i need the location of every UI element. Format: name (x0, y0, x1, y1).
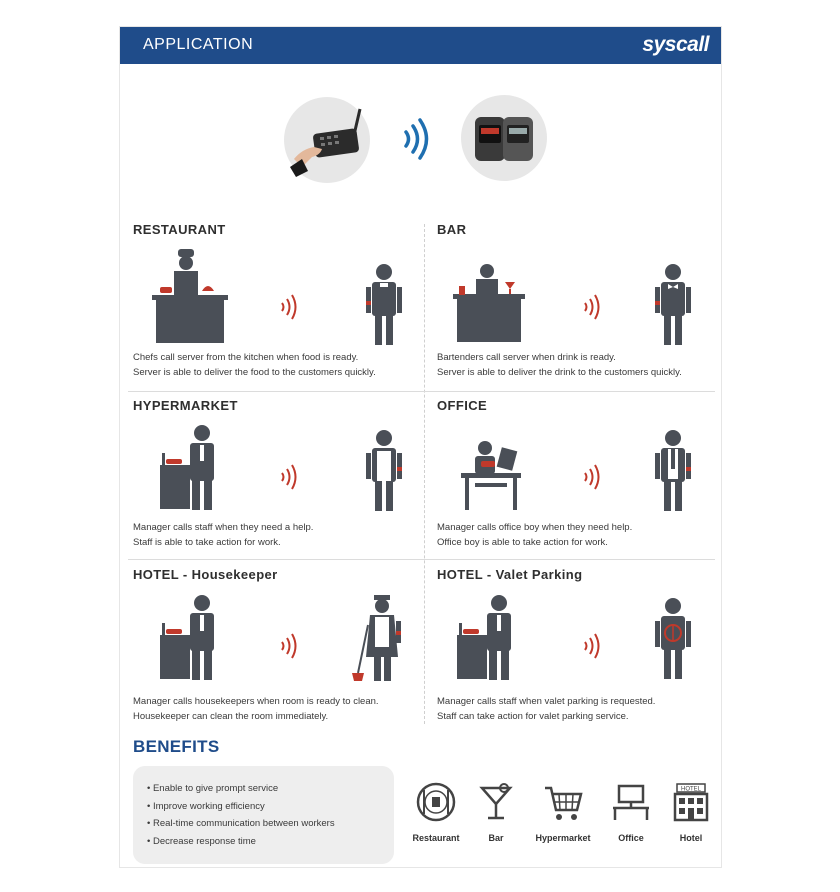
header-bar (120, 27, 721, 64)
watch-pager-icon (461, 95, 547, 181)
category-hotel (668, 780, 714, 843)
category-restaurant (408, 780, 464, 843)
office-title: OFFICE (437, 398, 488, 413)
hotel-housekeeper-desc-line2: Housekeeper can clean the room immediately. (133, 711, 329, 722)
hypermarket-desc (133, 520, 413, 550)
wireless-signal-icon (400, 117, 436, 166)
row-divider-2 (128, 559, 715, 560)
signal-icon (581, 462, 603, 497)
benefits-box (133, 766, 394, 864)
bartender-counter-illustration (453, 262, 525, 351)
category-label: Hotel (679, 833, 703, 843)
bar-desc-line2: Server is able to deliver the drink to the customers quickly. (437, 367, 682, 378)
application-sheet (119, 26, 722, 868)
office-desc-line2: Office boy is able to take action for work. (437, 537, 608, 548)
signal-icon (278, 462, 300, 497)
signal-icon (581, 631, 603, 666)
bar-desc-line1: Bartenders call server when drink is ready. (437, 352, 616, 363)
syscall-logo: syscall (642, 33, 709, 56)
hotel-housekeeper-title: HOTEL - Housekeeper (133, 567, 278, 582)
hypermarket-desc-line2: Staff is able to take action for work. (133, 537, 281, 548)
server-figure-icon (366, 263, 402, 352)
hotel-housekeeper-desc-line1: Manager calls housekeepers when room is ready to clean. (133, 696, 379, 707)
plate-cutlery-icon (414, 780, 458, 824)
category-office (608, 780, 654, 843)
bar-title: BAR (437, 222, 467, 237)
shopping-cart-icon (541, 780, 585, 824)
cocktail-glass-icon (474, 780, 518, 824)
hotel-valet-desc-line2: Staff can take action for valet parking service. (437, 711, 629, 722)
signal-icon (581, 292, 603, 327)
housekeeper-figure-icon (352, 595, 402, 688)
office-boy-figure-icon (655, 429, 691, 518)
category-hypermarket (528, 780, 598, 843)
benefit-item: • Real-time communication between workers (147, 815, 394, 833)
manager-desk-illustration (457, 593, 523, 688)
office-desk-illustration (461, 439, 521, 516)
manager-desk-illustration (160, 593, 226, 688)
category-bar (474, 780, 518, 843)
staff-apron-figure-icon (366, 429, 402, 518)
hotel-valet-desc-line1: Manager calls staff when valet parking is requested. (437, 696, 656, 707)
server-figure-icon (655, 263, 691, 352)
category-label: Hypermarket (535, 833, 591, 843)
category-label: Restaurant (412, 833, 460, 843)
benefit-item: • Improve working efficiency (147, 798, 394, 816)
hotel-housekeeper-desc (133, 694, 413, 724)
column-divider (424, 224, 425, 724)
benefit-item: • Decrease response time (147, 833, 394, 851)
hypermarket-desc-line1: Manager calls staff when they need a help. (133, 522, 314, 533)
category-label: Office (618, 833, 644, 843)
desk-computer-icon (609, 780, 653, 824)
hotel-sign-text: HOTEL (680, 786, 702, 793)
benefits-title: BENEFITS (133, 737, 220, 756)
signal-icon (278, 292, 300, 327)
bar-desc (437, 350, 717, 380)
restaurant-desc (133, 350, 413, 380)
hotel-building-icon (669, 780, 713, 824)
chef-counter-illustration (150, 247, 230, 352)
restaurant-desc-line1: Chefs call server from the kitchen when food is ready. (133, 352, 359, 363)
benefit-item: • Enable to give prompt service (147, 780, 394, 798)
valet-figure-icon (655, 597, 691, 686)
office-desc-line1: Manager calls office boy when they need help. (437, 522, 633, 533)
row-divider-1 (128, 391, 715, 392)
restaurant-title: RESTAURANT (133, 222, 226, 237)
hotel-valet-title: HOTEL - Valet Parking (437, 567, 583, 582)
category-label: Bar (488, 833, 504, 843)
signal-icon (278, 631, 300, 666)
benefits-list (133, 766, 394, 850)
hypermarket-title: HYPERMARKET (133, 398, 238, 413)
header-title: APPLICATION (143, 36, 254, 53)
restaurant-desc-line2: Server is able to deliver the food to the customers quickly. (133, 367, 376, 378)
hotel-valet-desc (437, 694, 717, 724)
manager-desk-illustration (160, 423, 226, 518)
transmitter-device-icon (284, 97, 370, 183)
office-desc (437, 520, 717, 550)
